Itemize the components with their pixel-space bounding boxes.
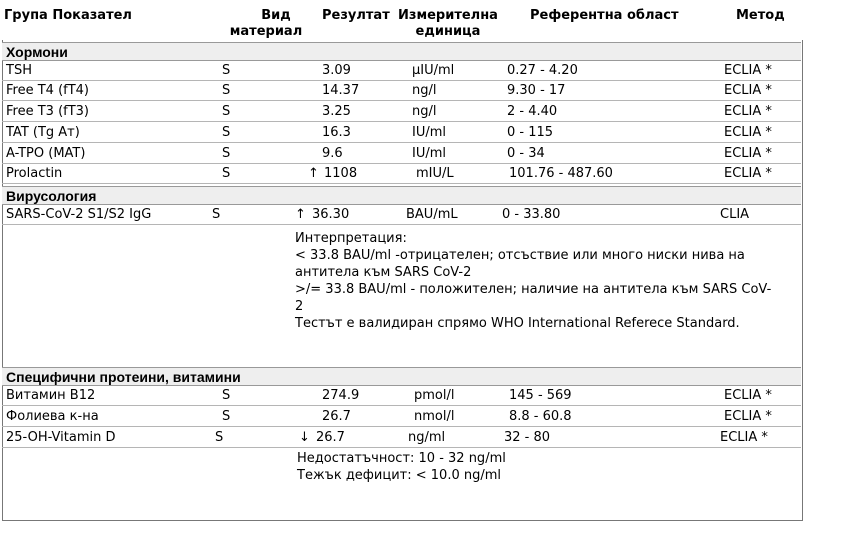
header-unit-line1: Измерителна [398,8,498,23]
material: S [222,63,231,78]
note-line: Недостатъчност: 10 - 32 ng/ml [297,451,506,466]
result-value: 9.6 [322,146,343,161]
test-name: Free T4 (fT4) [6,83,89,98]
result-value: 274.9 [322,388,360,403]
reference-range: 9.30 - 17 [507,83,566,98]
test-name: TSH [6,63,32,78]
reference-range: 0 - 115 [507,125,554,140]
arrow-down-icon: ↓ [299,430,310,445]
material: S [212,207,221,222]
result-value: 3.09 [322,63,351,78]
test-name: TAT (Tg Ат) [6,125,80,140]
reference-range: 8.8 - 60.8 [509,409,572,424]
test-name: Free T3 (fT3) [6,104,89,119]
table-row [2,123,801,143]
vitamin-d-interpretation [297,450,506,484]
table-row [2,144,801,164]
table-row [2,205,801,225]
reference-range: 101.76 - 487.60 [509,166,613,181]
method: ECLIA * [724,388,772,403]
table-row [2,164,801,184]
unit: ng/l [412,104,437,119]
section-virology [2,186,801,205]
header-material-line1: Вид [261,8,291,23]
section-title: Вирусология [6,188,97,204]
method: ECLIA * [720,430,768,445]
test-name: 25-OH-Vitamin D [6,430,116,445]
result-value: 26.7 [322,409,351,424]
unit: IU/ml [412,125,447,140]
reference-range: 0 - 34 [507,146,545,161]
reference-range: 32 - 80 [504,430,551,445]
note-line: 2 [295,299,304,314]
method: CLIA [720,207,750,222]
table-row [2,61,801,81]
method: ECLIA * [724,83,772,98]
result-value: 16.3 [322,125,351,140]
unit: BAU/mL [406,207,458,222]
material: S [222,388,231,403]
test-name: SARS-CoV-2 S1/S2 IgG [6,207,152,222]
unit: mIU/L [416,166,454,181]
header-material [226,8,306,40]
result-value: 14.37 [322,83,360,98]
result-value: 1108 [324,166,358,181]
unit: IU/ml [412,146,447,161]
note-line: < 33.8 BAU/ml -отрицателен; отсъствие или много ниски нива на [295,248,745,263]
header-result: Резултат [322,8,390,23]
note-line: Интерпретация: [295,231,407,246]
unit: pmol/l [414,388,455,403]
arrow-up-icon: ↑ [295,207,306,222]
material: S [222,104,231,119]
material: S [222,409,231,424]
section-hormones [2,42,801,61]
header-reference: Референтна област [530,8,679,23]
result-value: 3.25 [322,104,351,119]
reference-range: 0.27 - 4.20 [507,63,578,78]
method: ECLIA * [724,146,772,161]
reference-range: 145 - 569 [509,388,572,403]
note-line: антитела към SARS CoV-2 [295,265,472,280]
table-row [2,407,801,427]
material: S [222,146,231,161]
material: S [222,125,231,140]
test-name: Prolactin [6,166,63,181]
reference-range: 2 - 4.40 [507,104,558,119]
table-row [2,81,801,101]
result-value: 36.30 [312,207,350,222]
reference-range: 0 - 33.80 [502,207,561,222]
section-proteins [2,367,801,386]
test-name: Фолиева к-на [6,409,99,424]
material: S [222,166,231,181]
unit: ng/l [412,83,437,98]
unit: µIU/ml [412,63,455,78]
virology-interpretation [295,230,771,332]
method: ECLIA * [724,104,772,119]
result-value: 26.7 [316,430,345,445]
header-method: Метод [736,8,785,23]
unit: ng/ml [408,430,446,445]
table-row [2,102,801,122]
unit: nmol/l [414,409,455,424]
table-row [2,428,801,448]
arrow-up-icon: ↑ [308,166,319,181]
method: ECLIA * [724,409,772,424]
header-unit [396,8,500,40]
test-name: Витамин B12 [6,388,96,403]
material: S [222,83,231,98]
method: ECLIA * [724,125,772,140]
note-line: >/= 33.8 BAU/ml - положителен; наличие на антитела към SARS CoV- [295,282,772,297]
header-material-line2: материал [229,24,303,39]
note-line: Тестът е валидиран спрямо WHO International Referece Standard. [295,316,740,331]
test-name: A-TPO (MAT) [6,146,86,161]
header-group: Група Показател [4,8,132,23]
method: ECLIA * [724,166,772,181]
header-unit-line2: единица [415,24,481,39]
section-title: Хормони [6,44,68,60]
method: ECLIA * [724,63,772,78]
note-line: Тежък дефицит: < 10.0 ng/ml [297,468,502,483]
material: S [215,430,224,445]
table-row [2,386,801,406]
section-title: Специфични протеини, витамини [6,369,241,385]
